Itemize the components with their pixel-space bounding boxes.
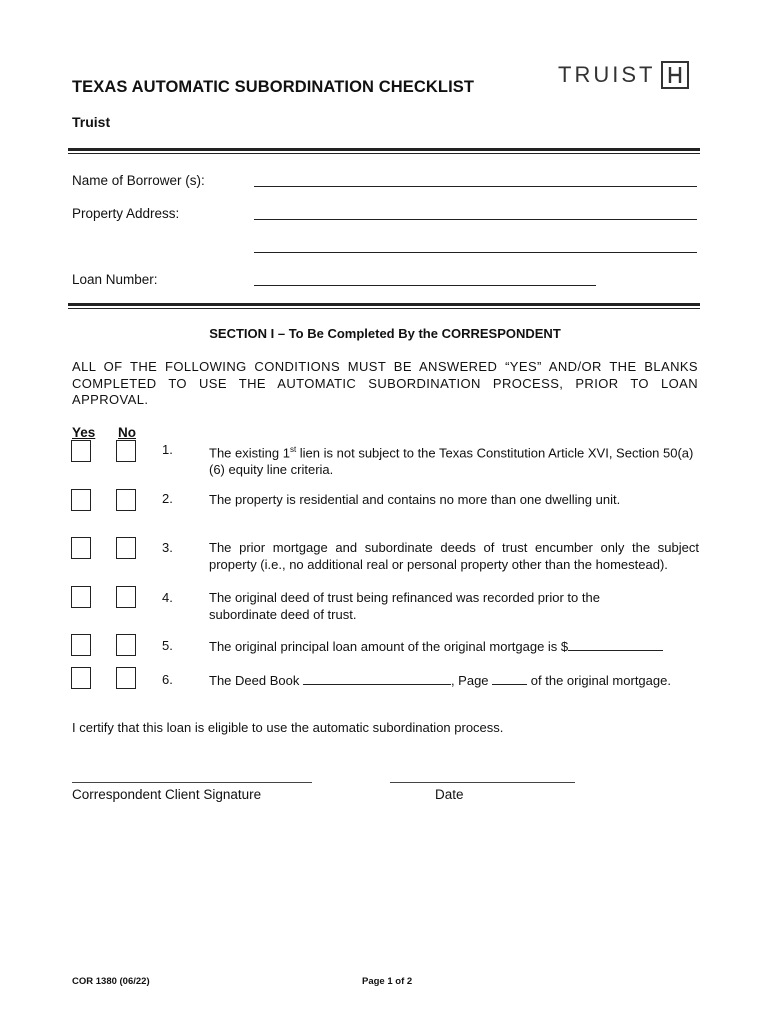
truist-mark-icon xyxy=(661,61,689,89)
page-number: Page 1 of 2 xyxy=(362,976,413,987)
item-2-text: The property is residential and contains no more than one dwelling unit. xyxy=(209,492,621,507)
loan-number-label: Loan Number: xyxy=(72,272,158,287)
item-1-no-checkbox[interactable] xyxy=(116,440,136,462)
deed-book-field[interactable] xyxy=(303,672,451,685)
form-id: COR 1380 (06/22) xyxy=(72,976,150,987)
borrower-name-label: Name of Borrower (s): xyxy=(72,173,205,188)
item-3-yes-checkbox[interactable] xyxy=(71,537,91,559)
property-address-field[interactable] xyxy=(254,219,697,220)
certification-statement: I certify that this loan is eligible to use the automatic subordination process. xyxy=(72,720,504,735)
item-4-text: The original deed of trust being refinanced was recorded prior to the subordinate deed of trust. xyxy=(209,590,600,622)
truist-logo xyxy=(558,58,689,92)
item-2-number: 2. xyxy=(162,491,173,506)
fields-divider-thick xyxy=(68,303,700,306)
item-3-no-checkbox[interactable] xyxy=(116,537,136,559)
loan-number-field[interactable] xyxy=(254,285,596,286)
section-instructions: ALL OF THE FOLLOWING CONDITIONS MUST BE ANSWERED “YES” AND/OR THE BLANKS COMPLETED TO USE THE AUTOMATIC SUBORDINATION PROCESS, PRIOR TO LOAN APPROVAL. xyxy=(72,359,698,407)
property-address-field-line2[interactable] xyxy=(254,252,697,253)
property-address-label: Property Address: xyxy=(72,206,180,221)
item-5-number: 5. xyxy=(162,638,173,653)
item-6-text: The Deed Book , Page of the original mortgage. xyxy=(209,673,671,688)
item-4-yes-checkbox[interactable] xyxy=(71,586,91,608)
item-2-yes-checkbox[interactable] xyxy=(71,489,91,511)
item-5-no-checkbox[interactable] xyxy=(116,634,136,656)
item-1-yes-checkbox[interactable] xyxy=(71,440,91,462)
item-3-number: 3. xyxy=(162,540,173,555)
item-1-text: The existing 1st lien is not subject to the Texas Constitution Article XVI, Section 50(a)(6) equity line criteria. xyxy=(209,445,694,478)
fields-divider-thin xyxy=(68,308,700,309)
section-title: SECTION I – To Be Completed By the CORRESPONDENT xyxy=(209,326,561,341)
no-column-header: No xyxy=(118,425,136,440)
logo-text: TRUIST xyxy=(558,62,656,87)
borrower-name-field[interactable] xyxy=(254,186,697,187)
signature-label: Correspondent Client Signature xyxy=(72,787,262,802)
date-field[interactable] xyxy=(390,782,575,783)
header-divider-thick xyxy=(68,148,700,151)
item-5-text: The original principal loan amount of the original mortgage is $ xyxy=(209,638,699,655)
company-subtitle: Truist xyxy=(72,114,111,130)
signature-field[interactable] xyxy=(72,782,312,783)
item-4-no-checkbox[interactable] xyxy=(116,586,136,608)
item-6-number: 6. xyxy=(162,672,173,687)
page-title: TEXAS AUTOMATIC SUBORDINATION CHECKLIST xyxy=(72,78,475,96)
item-6-yes-checkbox[interactable] xyxy=(71,667,91,689)
header-divider-thin xyxy=(68,153,700,154)
deed-page-field[interactable] xyxy=(492,672,527,685)
item-5-yes-checkbox[interactable] xyxy=(71,634,91,656)
date-label: Date xyxy=(435,787,464,802)
item-2-no-checkbox[interactable] xyxy=(116,489,136,511)
yes-column-header: Yes xyxy=(72,425,96,440)
item-4-number: 4. xyxy=(162,590,173,605)
item-6-no-checkbox[interactable] xyxy=(116,667,136,689)
item-1-number: 1. xyxy=(162,442,173,457)
item-3-text: The prior mortgage and subordinate deeds of trust encumber only the subject property (i.e., no additional real or personal property other than the homestead). xyxy=(209,540,699,572)
principal-amount-field[interactable] xyxy=(568,638,663,651)
